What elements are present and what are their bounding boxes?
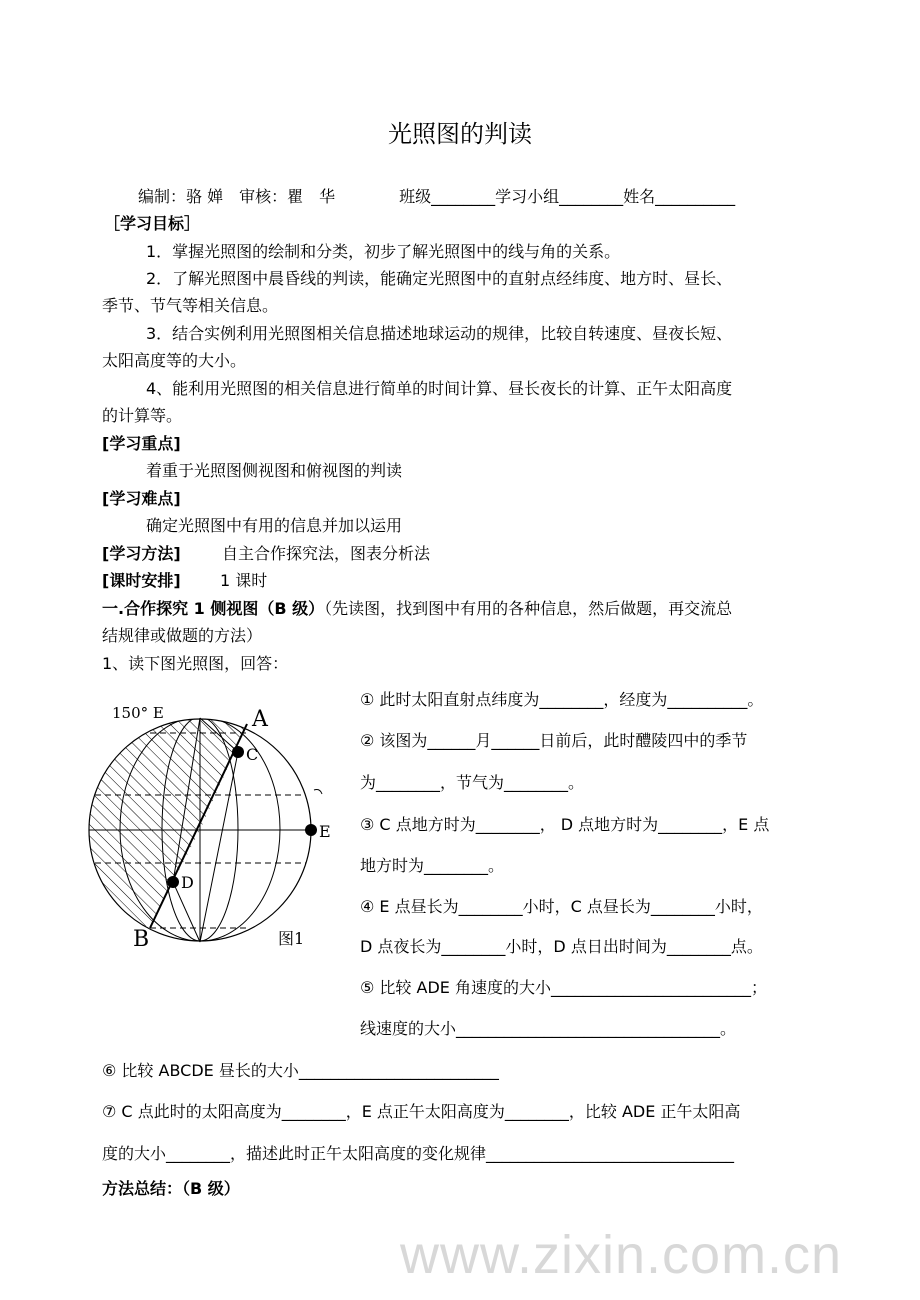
section-1-desc-cont: 结规律或做题的方法） [102, 626, 263, 645]
key-text: 着重于光照图侧视图和俯视图的判读 [146, 461, 403, 480]
figure-caption: 图1 [278, 929, 305, 948]
label-b: B [133, 927, 150, 950]
method-heading: [学习方法] [102, 544, 181, 563]
point-d [167, 876, 179, 888]
goal-2-cont: 季节、节气等相关信息。 [102, 296, 279, 315]
question-2: ② 该图为______月______日前后，此时醴陵四中的季节 [360, 731, 748, 750]
key-heading: [学习重点] [102, 434, 181, 453]
question-2-cont: 为________，节气为________。 [360, 773, 585, 792]
question-3-cont: 地方时为________。 [360, 856, 505, 875]
point-e [305, 824, 317, 836]
longitude-label: 150° E [112, 704, 164, 722]
section-1-desc: （先读图，找到图中有用的各种信息，然后做题，再交流总 [324, 599, 733, 618]
label-e: E [319, 822, 331, 841]
summary-heading: 方法总结：（B 级） [102, 1179, 240, 1198]
question-4-cont: D 点夜长为________小时，D 点日出时间为________点。 [360, 937, 763, 956]
goal-4-cont: 的计算等。 [102, 406, 183, 425]
question-5-cont: 线速度的大小_________________________________。 [360, 1019, 737, 1038]
label-a: A [252, 707, 268, 732]
watermark: www.zixin.com.cn [400, 1225, 843, 1285]
goal-3-cont: 太阳高度等的大小。 [102, 351, 247, 370]
label-d: D [181, 873, 194, 892]
difficulty-text: 确定光照图中有用的信息并加以运用 [146, 516, 403, 535]
page-title: 光照图的判读 [388, 120, 532, 148]
time-heading: [课时安排] [102, 571, 181, 590]
section-1-title: 一.合作探究 1 侧视图（B 级） [102, 599, 325, 618]
question-7-cont: 度的大小________，描述此时正午太阳高度的变化规律_______________________________ [102, 1144, 735, 1163]
point-c [232, 746, 244, 758]
time-text: 1 课时 [220, 571, 268, 590]
method-text: 自主合作探究法，图表分析法 [222, 544, 431, 563]
section-1-heading [102, 598, 732, 620]
question-intro: 1、读下图光照图，回答： [102, 654, 289, 673]
question-7: ⑦ C 点此时的太阳高度为________，E 点正午太阳高度为________，比较 ADE 正午太阳高 [102, 1102, 741, 1121]
illumination-diagram [80, 695, 340, 950]
goal-4: 4、能利用光照图的相关信息进行简单的时间计算、昼长夜长的计算、正午太阳高度 [146, 379, 733, 398]
goal-3: 3．结合实例利用光照图相关信息描述地球运动的规律，比较自转速度、昼夜长短、 [146, 324, 733, 343]
author-line: 编制：骆 婵 审核：瞿 华 班级________学习小组________姓名__________ [138, 187, 736, 206]
question-4: ④ E 点昼长为________小时，C 点昼长为________小时， [360, 897, 763, 916]
question-6: ⑥ 比较 ABCDE 昼长的大小_________________________ [102, 1061, 499, 1080]
goal-2: 2．了解光照图中晨昏线的判读，能确定光照图中的直射点经纬度、地方时、昼长、 [146, 269, 733, 288]
question-3: ③ C 点地方时为________， D 点地方时为________，E 点 [360, 815, 770, 834]
goals-heading: ［学习目标］ [104, 214, 201, 233]
night-region [80, 700, 247, 926]
question-5: ⑤ 比较 ADE 角速度的大小_________________________； [360, 978, 767, 997]
difficulty-heading: [学习难点] [102, 489, 181, 508]
question-1: ① 此时太阳直射点纬度为________，经度为__________。 [360, 690, 764, 709]
label-c: C [246, 745, 259, 764]
tick-mark [314, 790, 322, 795]
goal-1: 1．掌握光照图的绘制和分类，初步了解光照图中的线与角的关系。 [146, 242, 621, 261]
